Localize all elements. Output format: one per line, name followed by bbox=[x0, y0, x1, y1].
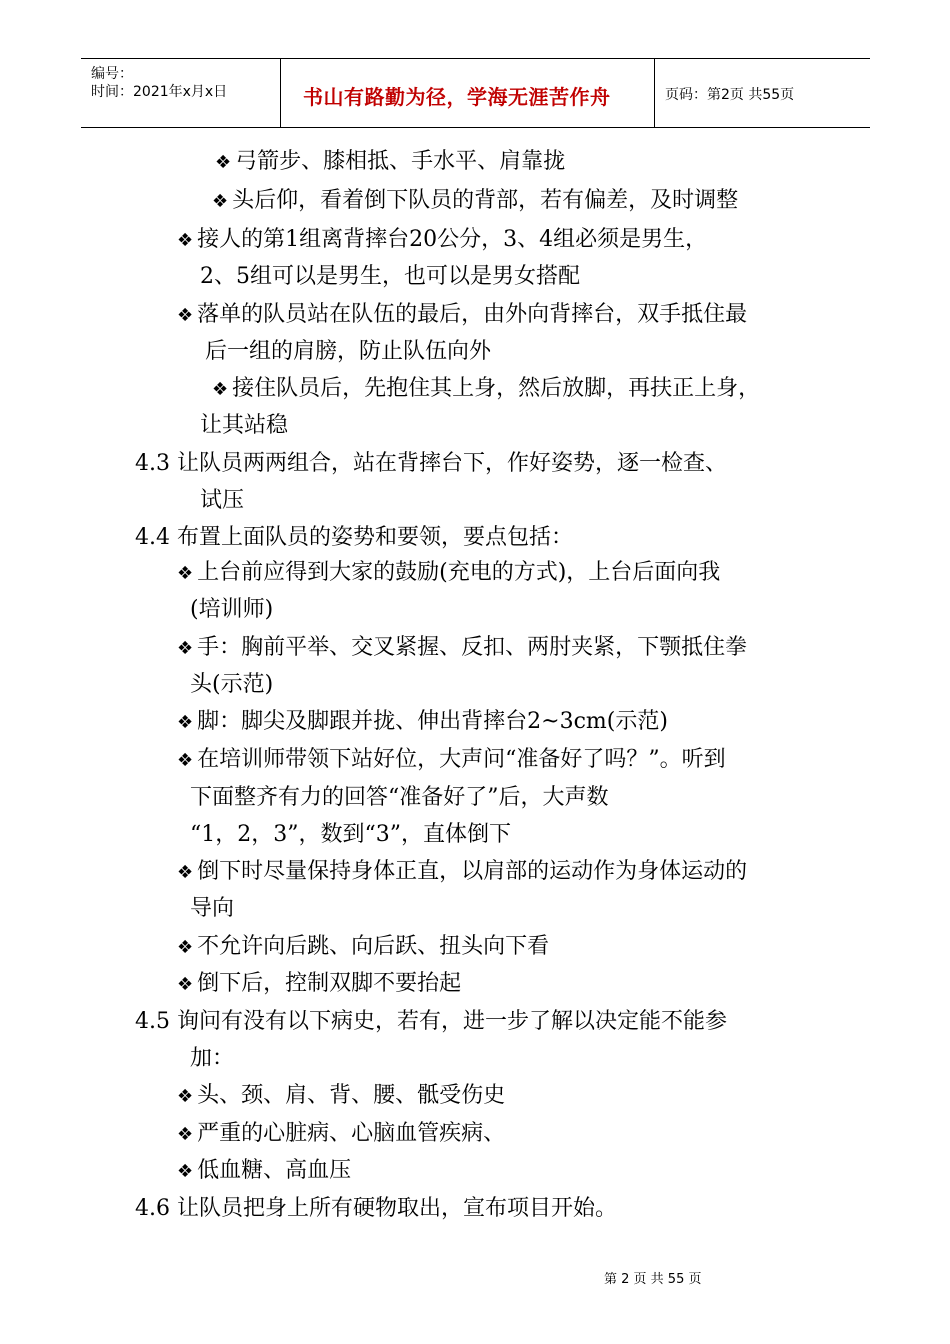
diamond-bullet-icon: ❖ bbox=[177, 638, 194, 659]
body-line: 试压 bbox=[200, 488, 245, 513]
body-line: 导向 bbox=[190, 896, 235, 921]
diamond-bullet-icon: ❖ bbox=[177, 1124, 194, 1145]
body-line: 下面整齐有力的回答“准备好了”后，大声数 bbox=[190, 785, 609, 810]
diamond-bullet-icon: ❖ bbox=[212, 191, 229, 212]
header-table bbox=[81, 58, 870, 128]
body-line: 加： bbox=[190, 1046, 235, 1071]
body-line: ❖ 头、颈、肩、背、腰、骶受伤史 bbox=[177, 1083, 506, 1108]
document-time-label: 时间：2021年x月x日 bbox=[91, 84, 228, 100]
body-line: ❖ 接人的第1组离背摔台20公分，3、4组必须是男生， bbox=[177, 227, 708, 252]
body-line: ❖ 落单的队员站在队伍的最后，由外向背摔台，双手抵住最 bbox=[177, 302, 748, 327]
header-page-cell bbox=[655, 59, 870, 127]
body-line: 4.4 布置上面队员的姿势和要领，要点包括： bbox=[135, 525, 573, 550]
diamond-bullet-icon: ❖ bbox=[177, 937, 194, 958]
header-page-info: 页码：第2页 共55页 bbox=[665, 87, 795, 103]
body-line: 4.3 让队员两两组合，站在背摔台下，作好姿势，逐一检查、 bbox=[135, 451, 727, 476]
diamond-bullet-icon: ❖ bbox=[212, 379, 229, 400]
diamond-bullet-icon: ❖ bbox=[177, 305, 194, 326]
diamond-bullet-icon: ❖ bbox=[177, 750, 194, 771]
diamond-bullet-icon: ❖ bbox=[177, 230, 194, 251]
diamond-bullet-icon: ❖ bbox=[177, 974, 194, 995]
diamond-bullet-icon: ❖ bbox=[177, 1161, 194, 1182]
body-line: (培训师) bbox=[190, 597, 274, 622]
header-meta-cell bbox=[81, 59, 281, 127]
header-motto: 书山有路勤为径，学海无涯苦作舟 bbox=[303, 85, 611, 109]
body-line: 让其站稳 bbox=[200, 413, 289, 438]
body-line: 4.5 询问有没有以下病史，若有，进一步了解以决定能不能参 bbox=[135, 1009, 727, 1034]
diamond-bullet-icon: ❖ bbox=[177, 563, 194, 584]
body-line: ❖ 不允许向后跳、向后跃、扭头向下看 bbox=[177, 934, 550, 959]
body-line: ❖ 弓箭步、膝相抵、手水平、肩靠拢 bbox=[215, 149, 566, 174]
body-line: “1，2，3”，数到“3”，直体倒下 bbox=[190, 822, 511, 847]
body-line: ❖ 倒下时尽量保持身体正直，以肩部的运动作为身体运动的 bbox=[177, 859, 748, 884]
diamond-bullet-icon: ❖ bbox=[177, 712, 194, 733]
body-line: 后一组的肩膀，防止队伍向外 bbox=[205, 339, 492, 364]
document-number-label: 编号： bbox=[91, 66, 133, 82]
diamond-bullet-icon: ❖ bbox=[177, 1086, 194, 1107]
body-line: ❖ 头后仰，看着倒下队员的背部，若有偏差，及时调整 bbox=[212, 188, 739, 213]
body-line: 2、5组可以是男生，也可以是男女搭配 bbox=[200, 264, 580, 289]
body-line: ❖ 接住队员后，先抱住其上身，然后放脚，再扶正上身， bbox=[212, 376, 761, 401]
body-line: 头(示范) bbox=[190, 672, 274, 697]
body-line: ❖ 上台前应得到大家的鼓励(充电的方式)，上台后面向我 bbox=[177, 560, 721, 585]
body-line: ❖ 脚：脚尖及脚跟并拢、伸出背摔台2~3cm(示范) bbox=[177, 709, 668, 734]
body-line: ❖ 手：胸前平举、交叉紧握、反扣、两肘夹紧，下颚抵住拳 bbox=[177, 635, 748, 660]
body-line: ❖ 严重的心脏病、心脑血管疾病、 bbox=[177, 1121, 506, 1146]
page-footer: 第 2 页 共 55 页 bbox=[604, 1272, 702, 1287]
header-motto-cell bbox=[281, 59, 655, 127]
diamond-bullet-icon: ❖ bbox=[215, 152, 232, 173]
diamond-bullet-icon: ❖ bbox=[177, 862, 194, 883]
body-line: 4.6 让队员把身上所有硬物取出，宣布项目开始。 bbox=[135, 1196, 617, 1221]
body-line: ❖ 倒下后，控制双脚不要抬起 bbox=[177, 971, 462, 996]
body-line: ❖ 低血糖、高血压 bbox=[177, 1158, 352, 1183]
body-line: ❖ 在培训师带领下站好位，大声问“准备好了吗？”。听到 bbox=[177, 747, 726, 772]
